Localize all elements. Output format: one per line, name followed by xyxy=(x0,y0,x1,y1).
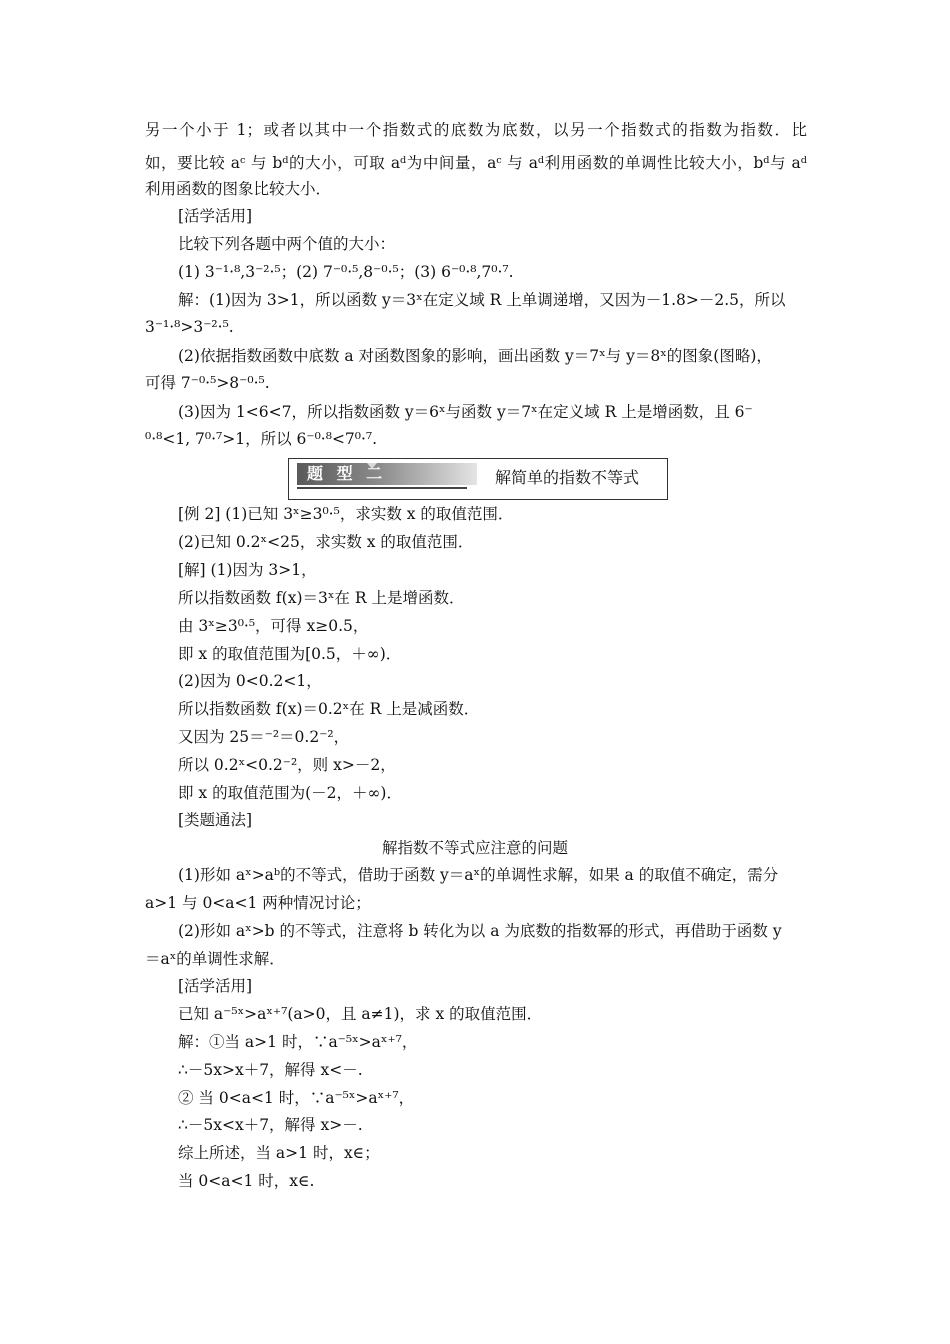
text-line: (1) 3⁻¹·⁸,3⁻²·⁵；(2) 7⁻⁰·⁵,8⁻⁰·⁵；(3) 6⁻⁰·⁸,7⁰·⁷. xyxy=(178,263,514,281)
text-line: 解：①当 a>1 时，∵a⁻⁵ˣ>aˣ⁺⁷， xyxy=(178,1033,418,1051)
text-line: (3)因为 1<6<7，所以指数函数 y＝6ˣ与函数 y＝7ˣ在定义域 R 上是增函数，且 6⁻ xyxy=(178,403,753,421)
text-line: 比较下列各题中两个值的大小： xyxy=(178,235,396,253)
example-label: [例 2] (1)已知 3ˣ≥3⁰·⁵，求实数 x 的取值范围． xyxy=(178,505,514,523)
text-line: 即 x 的取值范围为(－2，＋∞)． xyxy=(178,784,402,802)
text-line: 3⁻¹·⁸>3⁻²·⁵. xyxy=(145,318,234,336)
text-line: 所以 0.2ˣ<0.2⁻²，则 x>－2， xyxy=(178,756,396,774)
text-line: 解：(1)因为 3>1，所以函数 y＝3ˣ在定义域 R 上单调递增，又因为－1.8>－2.5，所以 xyxy=(178,291,786,309)
text-line: 利用函数的图象比较大小． xyxy=(145,180,332,198)
text-line: 即 x 的取值范围为[0.5，＋∞)． xyxy=(178,645,402,663)
section-label: [活学活用] xyxy=(178,207,253,225)
text-line: 所以指数函数 f(x)＝3ˣ在 R 上是增函数． xyxy=(178,589,465,607)
text-line: 当 0<a<1 时，x∈. xyxy=(178,1172,315,1190)
section-label: [活学活用] xyxy=(178,977,253,995)
text-line: 可得 7⁻⁰·⁵>8⁻⁰·⁵. xyxy=(145,374,270,392)
text-line: 另一个小于 1；或者以其中一个指数式的底数为底数，以另一个指数式的指数为指数．比 xyxy=(145,121,807,139)
text-line: 又因为 25＝⁻²＝0.2⁻²， xyxy=(178,728,350,746)
banner-tag xyxy=(297,463,477,485)
text-line: (2)已知 0.2ˣ<25，求实数 x 的取值范围． xyxy=(178,533,474,551)
text-line: 已知 a⁻⁵ˣ>aˣ⁺⁷(a>0，且 a≠1)，求 x 的取值范围． xyxy=(178,1005,543,1023)
section-label: [类题通法] xyxy=(178,811,253,829)
text-line: 所以指数函数 f(x)＝0.2ˣ在 R 上是减函数． xyxy=(178,700,480,718)
text-line: (2)形如 aˣ>b 的不等式，注意将 b 转化为以 a 为底数的指数幂的形式，再借助于函数 y xyxy=(178,922,782,940)
text-line: 由 3ˣ≥3⁰·⁵，可得 x≥0.5， xyxy=(178,617,369,635)
text-line: (2)因为 0<0.2<1， xyxy=(178,672,322,690)
section-banner xyxy=(288,458,668,500)
text-line: ② 当 0<a<1 时，∵a⁻⁵ˣ>aˣ⁺⁷， xyxy=(178,1089,415,1107)
text-line: 如，要比较 aᶜ 与 bᵈ的大小，可取 aᵈ为中间量，aᶜ 与 aᵈ利用函数的单调性比较大小，bᵈ与 aᵈ xyxy=(145,154,807,172)
text-line: [解] (1)因为 3>1， xyxy=(178,561,317,579)
text-line: ∴－5x<x＋7，解得 x>－. xyxy=(178,1116,363,1134)
text-line: ⁰·⁸<1, 7⁰·⁷>1，所以 6⁻⁰·⁸<7⁰·⁷. xyxy=(145,430,378,448)
text-line: a>1 与 0<a<1 两种情况讨论； xyxy=(145,894,371,912)
text-line: 综上所述，当 a>1 时，x∈； xyxy=(178,1144,380,1162)
banner-rule xyxy=(297,487,467,489)
banner-title: 解简单的指数不等式 xyxy=(495,468,640,487)
text-line: ＝aˣ的单调性求解． xyxy=(145,950,285,968)
text-line: (1)形如 aˣ>aᵇ的不等式，借助于函数 y＝aˣ的单调性求解，如果 a 的取值不确定，需分 xyxy=(178,866,779,884)
text-line: (2)依据指数函数中底数 a 对函数图象的影响，画出函数 y＝7ˣ与 y＝8ˣ的图象(图略)， xyxy=(178,347,772,365)
text-line: ∴－5x>x＋7，解得 x<－. xyxy=(178,1061,363,1079)
subheading: 解指数不等式应注意的问题 xyxy=(381,839,568,857)
banner-notch-icon xyxy=(367,463,377,469)
banner-tag-label: 题 型 二 xyxy=(307,464,387,483)
